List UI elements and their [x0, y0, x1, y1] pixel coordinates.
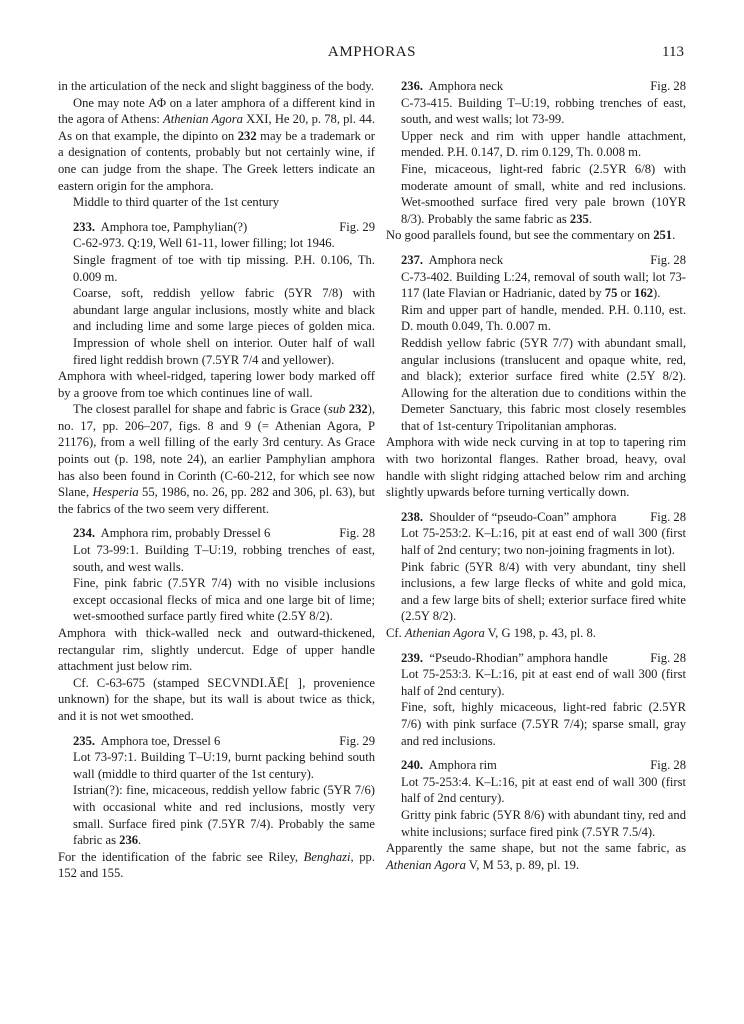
- entry-detail: Lot 73-97:1. Building T–U:19, burnt packing behind south wall (middle to third quarter of the 1st century).: [73, 750, 375, 781]
- entry-detail: Upper neck and rim with upper handle attachment, mended. P.H. 0.147, D. rim 0.129, Th. 0.008 m.: [401, 128, 686, 160]
- stamp-text: SECVNDI.ĀĒ[ ]: [207, 675, 303, 690]
- figure-ref: Fig. 28: [650, 650, 686, 665]
- entry-detail: Reddish yellow fabric (5YR 7/7) with abundant small, angular inclusions (translucent and opaque white, red, and black); exterior surface fired white (2.5Y 8/2). Allowing for the alteration due to conditions within the Demeter Sanctuary, this fabric most closely resembles that of 1st-century Tripolitanian amphoras.: [401, 335, 686, 433]
- figure-ref: Fig. 29: [339, 219, 375, 234]
- entry-detail: Istrian(?): fine, micaceous, reddish yellow fabric (5YR 7/6) with occasional white and red inclusions, mostly very small. Surface fired pink (7.5YR 7/4). Probably the same fabric as 236.: [73, 783, 375, 848]
- catalogue-entry-236: [386, 78, 686, 244]
- entry-heading: 236. Amphora neck Fig. 28: [401, 79, 686, 93]
- catalogue-entry-237: [386, 252, 686, 501]
- date-note: Middle to third quarter of the 1st century: [73, 195, 279, 210]
- catalogue-entry-239: [386, 650, 686, 750]
- paragraph: Apparently the same shape, but not the same fabric, as Athenian Agora V, M 53, p. 89, pl. 19.: [386, 841, 686, 872]
- entry-detail: Lot 73-99:1. Building T–U:19, robbing trenches of east, south, and west walls.: [73, 543, 375, 574]
- entry-detail: Single fragment of toe with tip missing. P.H. 0.106, Th. 0.009 m.: [73, 252, 375, 284]
- entry-detail: C-62-973. Q:19, Well 61-11, lower filling; lot 1946.: [73, 236, 335, 251]
- page-number: 113: [662, 44, 684, 60]
- entry-heading: 235. Amphora toe, Dressel 6 Fig. 29: [73, 733, 375, 748]
- entry-heading: 240. Amphora rim Fig. 28: [401, 758, 686, 773]
- catalogue-entry-233: [58, 219, 375, 518]
- paragraph: in the articulation of the neck and slight bagginess of the body.: [58, 79, 375, 93]
- entry-heading: 233. Amphora toe, Pamphylian(?) Fig. 29: [73, 219, 375, 234]
- left-column: [58, 78, 375, 882]
- entry-detail: Coarse, soft, reddish yellow fabric (5YR 7/8) with abundant large angular inclusions, mostly white and black and including lime and some large pieces of golden mica. Impression of whole shell on interior. Outer half of wall fired light reddish brown (7.5YR 7/4 and yellower).: [73, 286, 375, 367]
- entry-detail: Lot 75-253:2. K–L:16, pit at east end of wall 300 (first half of 2nd century; two non-joining fragments in lot).: [401, 526, 686, 558]
- entry-heading: 234. Amphora rim, probably Dressel 6 Fig. 28: [73, 526, 375, 541]
- entry-heading: 237. Amphora neck Fig. 28: [401, 252, 686, 267]
- entry-detail: Rim and upper part of handle, mended. P.H. 0.110, est. D. mouth 0.049, Th. 0.007 m.: [401, 302, 686, 334]
- entry-heading: 239. “Pseudo-Rhodian” amphora handle Fig. 28: [401, 650, 686, 665]
- entry-detail: Lot 75-253:4. K–L:16, pit at east end of wall 300 (first half of 2nd century).: [401, 774, 686, 806]
- catalogue-entry-238: [386, 509, 686, 642]
- paragraph: The closest parallel for shape and fabric is Grace (sub 232), no. 17, pp. 206–207, figs. 8 and 9 (= Athenian Agora, P 21176), from a well filling of the early 3rd century. As Grace points out (p. 198, note 24), an earlier Pamphylian amphora has also been found in Corinth (C-60-212, for which see now Slane, Hesperia 55, 1986, no. 26, pp. 282 and 306, pl. 63), but the fabrics of the two seem very different.: [58, 402, 376, 516]
- catalogue-entry-240: [386, 757, 686, 873]
- figure-ref: Fig. 28: [339, 526, 375, 541]
- paragraph: One may note ΑΦ on a later amphora of a different kind in the agora of Athens: Athenian Agora XXI, He 20, p. 78, pl. 44. As on that example, the dipinto on 232 may be a trademark or a designation of contents, probably but not certainly wine, if one can judge from the shape. The Greek letters indicate an eastern origin for the amphora.: [58, 95, 376, 193]
- catalogue-entry-234: [58, 525, 375, 724]
- figure-ref: Fig. 29: [339, 733, 375, 748]
- entry-heading: 238. Shoulder of “pseudo-Coan” amphora Fig. 28: [401, 509, 686, 524]
- figure-ref: Fig. 28: [650, 252, 686, 267]
- catalogue-entry-235: [58, 733, 375, 882]
- entry-detail: Fine, pink fabric (7.5YR 7/4) with no visible inclusions except occasional flecks of mica and one large bit of lime; wet-smoothed surface partly fired white (2.5Y 8/2).: [73, 576, 375, 624]
- entry-detail: C-73-402. Building L:24, removal of south wall; lot 73-117 (late Flavian or Hadrianic, dated by 75 or 162).: [401, 269, 686, 301]
- entry-detail: Gritty pink fabric (5YR 8/6) with abundant tiny, red and white inclusions; surface fired pink (7.5YR 7.5/4).: [401, 807, 686, 839]
- figure-ref: Fig. 28: [650, 758, 686, 773]
- paragraph: Amphora with wide neck curving in at top to tapering rim with two horizontal flanges. Rather broad, heavy, oval handle with slight ridging attached below rim and arching slightly upwards before turning vertically down.: [386, 435, 686, 500]
- paragraph: Cf. C-63-675 (stamped SECVNDI.ĀĒ[ ], provenience unknown) for the shape, but its wall is about twice as thick, and it is not wet smoothed.: [58, 675, 375, 723]
- paragraph: Amphora with thick-walled neck and outward-thickened, rectangular rim, slightly undercut. Edge of upper handle attachment just below rim.: [58, 626, 375, 674]
- entry-detail: Pink fabric (5YR 8/4) with very abundant, tiny shell inclusions, a few large flecks of white and gold mica, and a few large bits of shell; exterior surface fired white (2.5Y 8/2).: [401, 559, 686, 624]
- entry-detail: Fine, micaceous, light-red fabric (2.5YR 6/8) with moderate amount of small, white and red inclusions. Wet-smoothed surface fired very pale brown (10YR 8/3). Probably the same fabric as 235.: [401, 161, 686, 226]
- paragraph: Amphora with wheel-ridged, tapering lower body marked off by a groove from toe which continues line of wall.: [58, 369, 375, 400]
- entry-detail: Fine, soft, highly micaceous, light-red fabric (2.5YR 7/6) with pink surface (7.5YR 7/4); sparse small, gray and red inclusions.: [401, 700, 686, 748]
- figure-ref: Fig. 28: [650, 79, 686, 93]
- paragraph: No good parallels found, but see the commentary on 251.: [386, 228, 676, 243]
- paragraph: Cf. Athenian Agora V, G 198, p. 43, pl. 8.: [386, 626, 596, 640]
- figure-ref: Fig. 28: [650, 509, 686, 524]
- paragraph: For the identification of the fabric see Riley, Benghazi, pp. 152 and 155.: [58, 849, 375, 881]
- entry-detail: C-73-415. Building T–U:19, robbing trenches of east, south, and west walls; lot 73-99.: [401, 95, 686, 127]
- right-column: [386, 78, 686, 873]
- entry-detail: Lot 75-253:3. K–L:16, pit at east end of wall 300 (first half of 2nd century).: [401, 667, 686, 698]
- page-header: [0, 44, 744, 66]
- running-title: AMPHORAS: [327, 44, 417, 60]
